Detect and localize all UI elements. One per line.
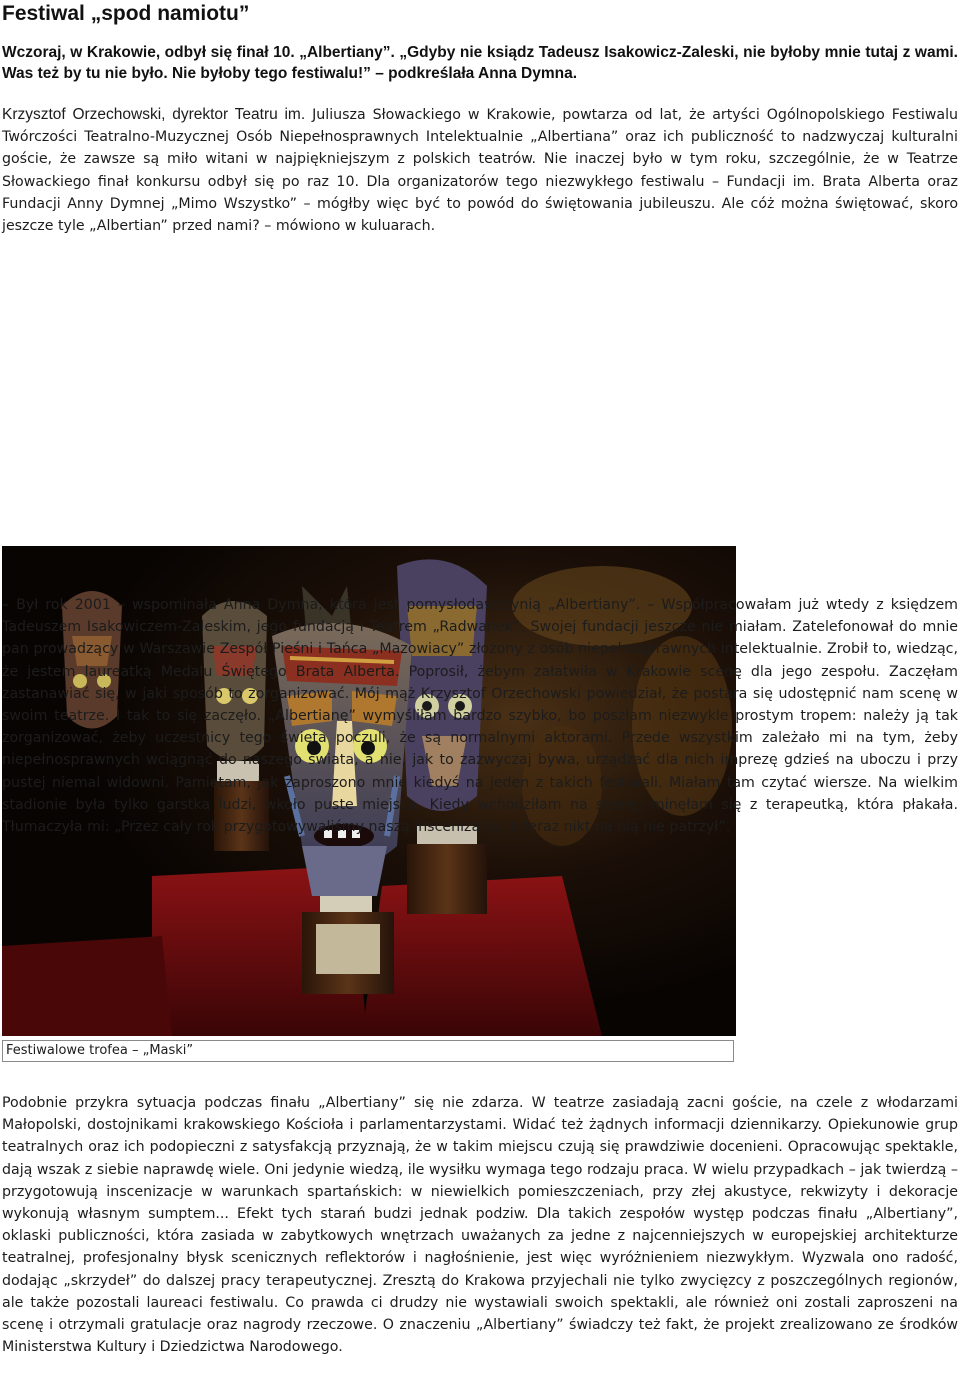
paragraph-2: – Był rok 2001 – wspominała Anna Dymna, która jest pomysłodawczynią „Albertiany”. – Współpracowałam już wtedy z księdzem Tadeuszem Isakowiczem-Zaleskim, jego fundacją i Teatrem „Radwanek”. Swojej fundacji jeszcze nie miałam. Zatelefonował do mnie pan prowadzący w Warszawie Zespół Pieśni i Tańca „Mazowiacy” złożony z osób niepełnosprawnych intelektualnie. Zrobił to, wiedząc, że jestem laureatką Medalu Świętego Brata Alberta. Poprosił, żebym załatwiła w Krakowie scenę dla jego zespołu. Zaczęłam zastanawiać się, w jaki sposób to zorganizować. Mój mąż Krzysztof Orzechowski powiedział, że postara się udostępnić nam scenę w swoim teatrze. I tak to się zaczęło. „Albertianę” wymyśliłam bardzo szybko, bo poszłam niezwykle prostym tropem: należy ją tak zorganizować, żeby uczestnicy tego święta poczuli, że są normalnymi aktorami. Przede wszystkim zależało mi na tym, żeby niepełnosprawnych wciągnąć do naszego świata, a nie, jak to zazwyczaj bywa, urządzać dla nich imprezę gdzieś na uboczu i przy pustej niemal widowni. Pamiętam, jak zaproszono mnie kiedyś na jeden z takich festiwali. Miałam tam czytać wiersze. Na wielkim stadionie była tylko garstka ludzi, wkoło puste miejsca. Kiedy wchodziłam na scenę, minęłam się z terapeutką, która płakała. Tłumaczyła mi: „Przez cały rok przygotowywaliśmy naszą inscenizację, a teraz nikt na nią nie patrzył”. [2, 597, 958, 836]
paragraph-1-rest: Juliusza Słowackiego w Krakowie, powtarza od lat, że artyści Ogólnopolskiego Festiwalu Twórczości Teatralno-Muzycznej Osób Niepełnosprawnych Intelektualnie „Albertiana” oraz ich publiczność to nadzwyczaj kulturalni goście, że zawsze są miło witani w najpiękniejszym z polskich teatrów. Nie inaczej było w tym roku, szczególnie, że w Teatrze Słowackiego finał konkursu odbył się po raz 10. Dla organizatorów tego niezwykłego festiwalu – Fundacji im. Brata Alberta oraz Fundacji Anny Dymnej „Mimo Wszystko” – mógłby więc być to powód do świętowania jubileuszu. Ale cóż można świętować, skoro jeszcze tyle „Albertian” przed nami? – mówiono w kuluarach. [2, 107, 958, 235]
paragraph-1-start: Krzysztof Orzechowski, dyrektor Teatru im. [2, 106, 306, 123]
paragraph-3: Podobnie przykra sytuacja podczas finału „Albertiany” się nie zdarza. W teatrze zasiadają zacni goście, na czele z włodarzami Małopolski, dostojnikami krakowskiego Kościoła i parlamentarzystami. Widać też żądnych informacji dziennikarzy. Opiekunowie grup teatralnych oraz ich podopieczni z satysfakcją przyznają, że w takim miejscu czują się prawdziwie docenieni. Opracowując spektakle, dają wszak z siebie naprawdę wiele. Oni jedynie wiedzą, ile wysiłku wymaga tego rodzaju praca. W wielu przypadkach – jak twierdzą – przygotowują inscenizacje w warunkach spartańskich: w niewielkich pomieszczeniach, przy złej akustyce, rekwizyty i dekoracje wykonują własnym sumptem... Efekt tych starań budzi jednak podziw. Dla takich zespołów występ podczas finału „Albertiany”, oklaski publiczności, która zasiada w zabytkowych wnętrzach uważanych za jedne z najcenniejszych w europejskiej architekturze teatralnej, profesjonalny błysk scenicznych reflektorów i nagłośnienie, jest więc wyróżnieniem niezwykłym. Wyzwala ono radość, dodając „skrzydeł” do dalszej pracy terapeutycznej. Zresztą do Krakowa przyjechali nie tylko zwycięzcy z poszczególnych regionów, ale także pozostali laureaci festiwalu. Co prawda ci drudzy nie wystawiali swoich spektakli, ale również oni zostali zaproszeni na scenę i otrzymali gratulacje oraz nagrody rzeczowe. O znaczeniu „Albertiany” świadczy też fakt, że projekt zrealizowano ze środków Ministerstwa Kultury i Dziedzictwa Narodowego. [2, 1095, 958, 1356]
photo-caption: Festiwalowe trofea – „Maski” [2, 1040, 734, 1062]
article-title: Festiwal „spod namiotu” [2, 2, 250, 25]
article-lead: Wczoraj, w Krakowie, odbył się finał 10. „Albertiany”. „Gdyby nie ksiądz Tadeusz Isakowicz-Zaleski, nie byłoby mnie tutaj z wami. Was też by tu nie było. Nie byłoby tego festiwalu!” – podkreślała Anna Dymna. [2, 44, 958, 82]
paragraph-1 [2, 104, 958, 237]
